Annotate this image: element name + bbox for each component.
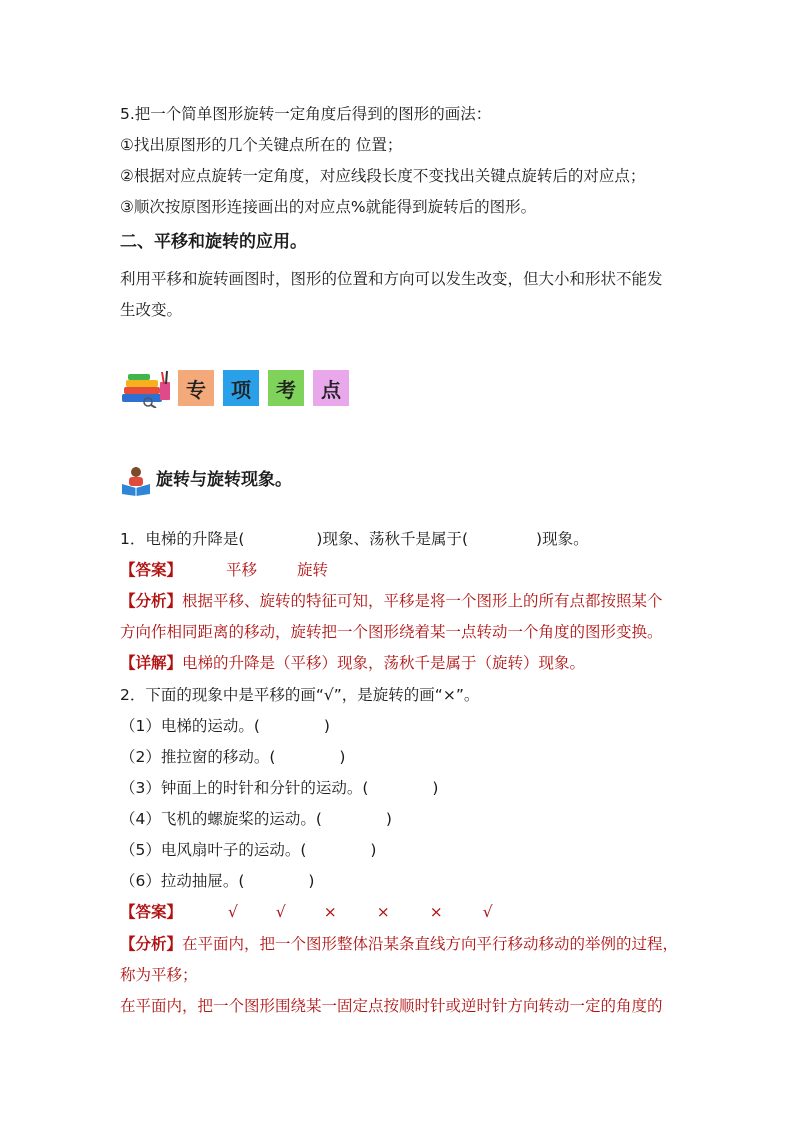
q2-item-label: （4）飞机的螺旋桨的运动。( — [120, 810, 322, 828]
q1-answer-1: 平移 — [226, 561, 258, 579]
q2-item-5 — [120, 839, 694, 861]
q1-detail-line — [120, 652, 694, 674]
q1-text-a: 1．电梯的升降是( — [120, 530, 245, 548]
q2-answer-3: × — [323, 903, 337, 921]
q2-item-close: ) — [385, 810, 392, 828]
q2-item-close: ) — [432, 779, 439, 797]
q2-item-close: ) — [339, 748, 346, 766]
banner-box-3: 考 — [268, 370, 304, 406]
section5-step2: ②根据对应点旋转一定角度，对应线段长度不变找出关键点旋转后的对应点； — [120, 167, 646, 185]
q2-item-2 — [120, 746, 694, 768]
q2-answer-1: √ — [228, 903, 238, 921]
section5-title: 5.把一个简单图形旋转一定角度后得到的图形的画法： — [120, 105, 492, 123]
q2-analysis-line3: 在平面内，把一个图形围绕某一固定点按顺时针或逆时针方向转动一定的角度的 — [120, 997, 663, 1015]
q2-item-label: （1）电梯的运动。( — [120, 717, 260, 735]
q1-stem — [120, 528, 694, 550]
section-two-heading: 二、平移和旋转的应用。 — [120, 232, 307, 252]
q1-detail-text: 电梯的升降是（平移）现象，荡秋千是属于（旋转）现象。 — [182, 654, 586, 672]
q2-item-label: （3）钟面上的时针和分针的运动。( — [120, 779, 369, 797]
section5-step1: ①找出原图形的几个关键点所在的 位置； — [120, 136, 403, 154]
q2-analysis-line2: 称为平移； — [120, 966, 198, 984]
q2-item-close: ) — [308, 872, 315, 890]
q2-item-label: （6）拉动抽屉。( — [120, 872, 245, 890]
q2-item-6 — [120, 870, 694, 892]
q2-item-close: ) — [370, 841, 377, 859]
q2-analysis-line1 — [120, 933, 694, 955]
q2-item-1 — [120, 715, 694, 737]
q2-stem: 2．下面的现象中是平移的画“√”，是旋转的画“×”。 — [120, 686, 480, 704]
reader-icon — [120, 464, 152, 496]
section-two-para-line1: 利用平移和旋转画图时，图形的位置和方向可以发生改变，但大小和形状不能发 — [120, 270, 663, 288]
q2-answer-6: √ — [482, 903, 493, 921]
q2-answer-tag: 【答案】 — [120, 903, 183, 921]
q2-answer-5: × — [429, 903, 443, 921]
q2-answer-line — [120, 901, 694, 923]
q2-item-label: （5）电风扇叶子的运动。( — [120, 841, 307, 859]
q1-analysis-tag: 【分析】 — [120, 592, 183, 610]
q2-answer-4: × — [376, 903, 390, 921]
q1-text-b: )现象、荡秋千是属于( — [316, 530, 469, 548]
q1-analysis-text1: 根据平移、旋转的特征可知，平移是将一个图形上的所有点都按照某个 — [182, 592, 663, 610]
q2-item-close: ) — [323, 717, 330, 735]
topic-title: 旋转与旋转现象。 — [156, 470, 292, 490]
q1-answer-2: 旋转 — [297, 561, 329, 579]
q2-item-label: （2）推拉窗的移动。( — [120, 748, 276, 766]
q2-answer-2: √ — [275, 903, 286, 921]
q1-analysis-line1 — [120, 590, 694, 612]
q2-analysis-tag: 【分析】 — [120, 935, 183, 953]
q1-analysis-line2: 方向作相同距离的移动，旋转把一个图形绕着某一点转动一个角度的图形变换。 — [120, 623, 663, 641]
books-icon — [120, 368, 176, 408]
q2-item-4 — [120, 808, 694, 830]
section-two-para-line2: 生改变。 — [120, 301, 183, 319]
q1-text-c: )现象。 — [536, 530, 589, 548]
q1-answer-line — [120, 559, 694, 581]
section5-step3: ③顺次按原图形连接画出的对应点%就能得到旋转后的图形。 — [120, 198, 537, 216]
q1-answer-tag: 【答案】 — [120, 561, 183, 579]
banner-box-1: 专 — [178, 370, 214, 406]
q2-analysis-text1: 在平面内，把一个图形整体沿某条直线方向平行移动移动的举例的过程， — [182, 935, 679, 953]
q2-item-3 — [120, 777, 694, 799]
banner-box-2: 项 — [223, 370, 259, 406]
q1-detail-tag: 【详解】 — [120, 654, 183, 672]
banner-box-4: 点 — [313, 370, 349, 406]
